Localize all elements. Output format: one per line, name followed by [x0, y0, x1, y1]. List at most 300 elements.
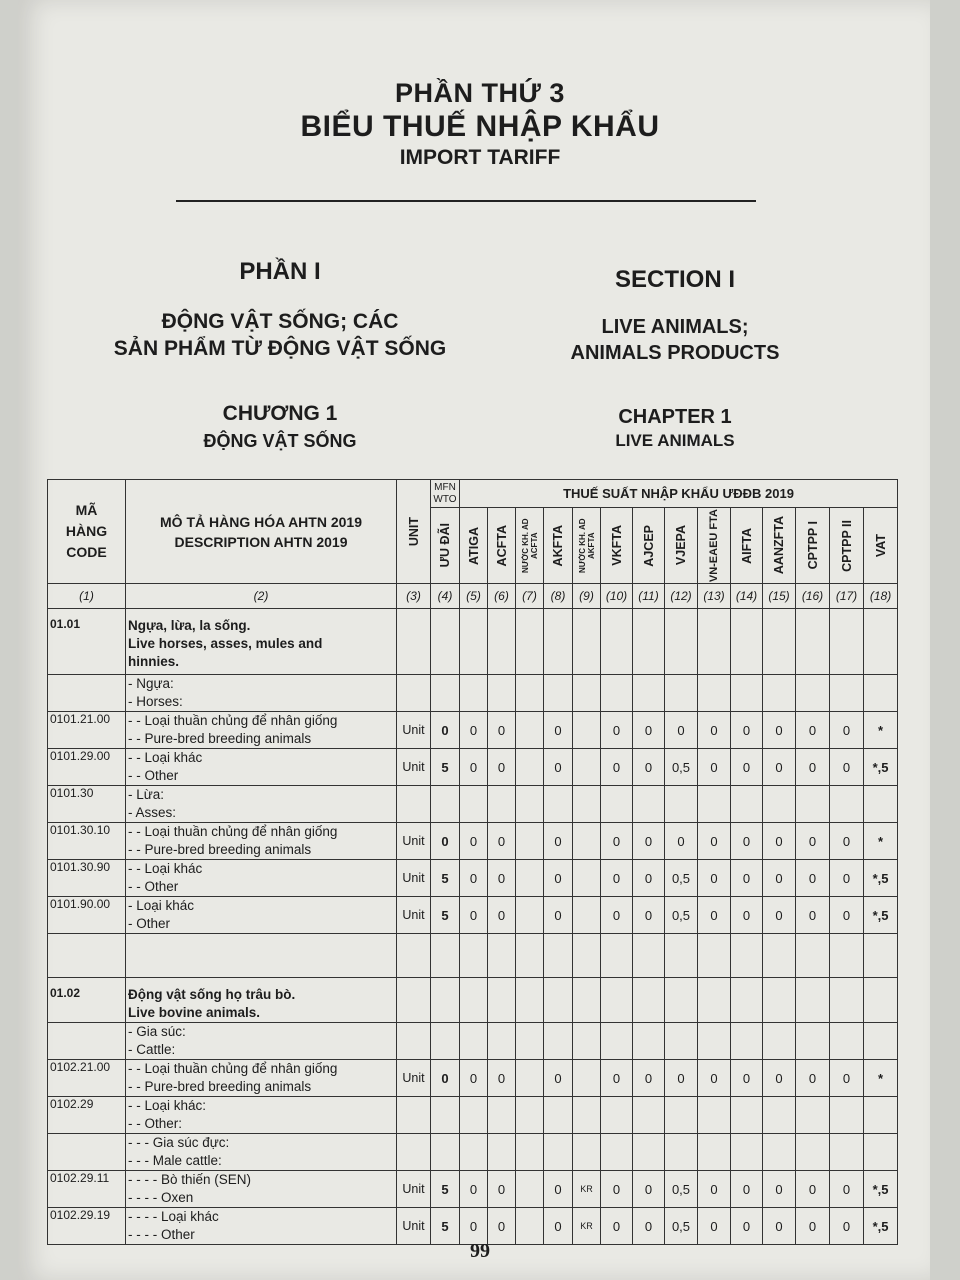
rate-cell — [698, 609, 731, 675]
col-unit-label: UNIT — [406, 516, 421, 547]
rate-col-header — [698, 508, 731, 584]
description-line: - - Loại khác — [128, 750, 203, 765]
rate-cell: 0 — [633, 897, 665, 934]
rate-cell: 0 — [698, 749, 731, 786]
hs-code: 0102.21.00 — [48, 1060, 126, 1097]
rate-cell — [796, 1097, 830, 1134]
vat-cell: * — [864, 712, 898, 749]
description-line: - Other — [128, 916, 171, 931]
rate-cell — [431, 1097, 460, 1134]
rate-cell: 0 — [460, 1208, 488, 1245]
column-index: (4) — [431, 584, 460, 609]
description-line: Ngựa, lừa, la sống. — [128, 618, 251, 633]
rate-cell: 0 — [488, 897, 516, 934]
rate-cell — [488, 786, 516, 823]
col-desc-line: DESCRIPTION AHTN 2019 — [174, 533, 348, 550]
hs-code: 0101.90.00 — [48, 897, 126, 934]
rate-cell — [488, 1134, 516, 1171]
rate-cell: 0 — [544, 860, 573, 897]
description-line: hinnies. — [128, 654, 180, 669]
rate-cell — [516, 675, 544, 712]
rate-cell: 0 — [431, 712, 460, 749]
rate-cell — [665, 1023, 698, 1060]
rate-cell — [731, 1023, 763, 1060]
rate-cell — [731, 786, 763, 823]
rate-cell — [601, 786, 633, 823]
rate-col-label: AANZFTA — [772, 516, 786, 575]
rate-cell: 0 — [544, 897, 573, 934]
rate-col-label: VKFTA — [609, 525, 624, 566]
rate-col-label: AJCEP — [641, 524, 656, 567]
column-index: (6) — [488, 584, 516, 609]
rate-cell: 0 — [830, 823, 864, 860]
rate-cell — [573, 675, 601, 712]
rate-cell — [460, 1023, 488, 1060]
rate-cell — [633, 1097, 665, 1134]
rate-col-header — [431, 508, 460, 584]
rate-cell — [830, 1134, 864, 1171]
table-row — [48, 749, 898, 786]
description-line: - - Loại khác — [128, 861, 203, 876]
rate-cell: 0 — [731, 1060, 763, 1097]
chapter-label-en: CHAPTER 1 — [618, 406, 732, 428]
description-line: - - - - Other — [128, 1227, 195, 1242]
rate-cell — [796, 978, 830, 1023]
rate-col-label: CPTPP I — [805, 521, 820, 570]
rate-cell: 0 — [633, 749, 665, 786]
vat-cell — [864, 786, 898, 823]
table-row — [48, 786, 898, 823]
rate-col-header — [516, 508, 544, 584]
description-line: - Loại khác — [128, 898, 195, 913]
rate-cell — [516, 712, 544, 749]
rate-cell — [665, 934, 698, 978]
rate-cell: 0 — [731, 897, 763, 934]
hs-code: 0101.30.10 — [48, 823, 126, 860]
hs-code — [48, 934, 126, 978]
vat-cell: *,5 — [864, 1171, 898, 1208]
goods-description — [126, 609, 397, 675]
rate-cell — [763, 786, 796, 823]
rate-col-header — [830, 508, 864, 584]
rate-cell: 0 — [830, 860, 864, 897]
rate-cell — [665, 786, 698, 823]
vat-cell — [864, 1134, 898, 1171]
rate-cell — [731, 934, 763, 978]
rate-cell — [460, 1134, 488, 1171]
rate-cell — [460, 675, 488, 712]
rate-cell — [601, 978, 633, 1023]
rate-cell — [544, 978, 573, 1023]
description-line: - - Other — [128, 768, 179, 783]
rate-cell: 0 — [488, 712, 516, 749]
rate-cell — [601, 934, 633, 978]
vat-cell — [864, 609, 898, 675]
rate-cell — [573, 749, 601, 786]
rate-cell — [763, 934, 796, 978]
rate-cell: KR — [573, 1171, 601, 1208]
col-desc-header — [126, 480, 397, 584]
rate-cell: 0,5 — [665, 1208, 698, 1245]
rate-cell: 0 — [796, 1060, 830, 1097]
description-line: - - - Gia súc đực: — [128, 1135, 230, 1150]
rate-cell: 0 — [698, 897, 731, 934]
rate-cell — [731, 609, 763, 675]
description-line: Động vật sống họ trâu bò. — [128, 987, 296, 1002]
description-line: - Horses: — [128, 694, 183, 709]
hs-code — [48, 1134, 126, 1171]
rate-cell: 0 — [544, 1208, 573, 1245]
rate-cell — [573, 934, 601, 978]
column-index: (1) — [48, 584, 126, 609]
rate-cell — [516, 860, 544, 897]
description-line: - Gia súc: — [128, 1024, 186, 1039]
rate-cell: 0 — [601, 712, 633, 749]
goods-description — [126, 675, 397, 712]
rate-cell — [460, 934, 488, 978]
section-title-vn-line: SẢN PHẨM TỪ ĐỘNG VẬT SỐNG — [113, 337, 447, 360]
unit-cell — [397, 978, 431, 1023]
rate-cell: 0 — [830, 1208, 864, 1245]
rate-cell — [633, 675, 665, 712]
table-row — [48, 860, 898, 897]
rate-cell — [698, 786, 731, 823]
rate-cell — [796, 1134, 830, 1171]
goods-description — [126, 749, 397, 786]
column-index: (12) — [665, 584, 698, 609]
rate-col-label: NƯỚC KH. AD ACFTA — [520, 518, 539, 573]
rate-cell: 0 — [431, 1060, 460, 1097]
rate-cell: 0 — [460, 897, 488, 934]
rate-cell — [544, 1134, 573, 1171]
goods-description — [126, 1134, 397, 1171]
description-line: - - Loại khác: — [128, 1098, 207, 1113]
vat-cell: * — [864, 823, 898, 860]
rate-cell — [516, 1208, 544, 1245]
goods-description — [126, 823, 397, 860]
rate-cell: 0 — [460, 860, 488, 897]
rate-col-header — [864, 508, 898, 584]
rate-cell — [431, 1134, 460, 1171]
rate-cell — [544, 609, 573, 675]
rate-cell — [431, 786, 460, 823]
col-code-line: MÃ — [75, 502, 98, 518]
rate-cell — [516, 823, 544, 860]
rate-cell: 0 — [544, 823, 573, 860]
rate-cell: 0 — [796, 1171, 830, 1208]
rate-cell: 0 — [763, 860, 796, 897]
rate-cell: 0 — [460, 749, 488, 786]
rate-cell: 0 — [460, 1060, 488, 1097]
rate-cell — [601, 1097, 633, 1134]
rate-cell: 0 — [488, 1060, 516, 1097]
rate-cell — [763, 609, 796, 675]
rate-cell: 0 — [601, 1060, 633, 1097]
rate-cell: 0 — [544, 1060, 573, 1097]
rate-cell: 0 — [731, 860, 763, 897]
unit-cell — [397, 934, 431, 978]
rate-col-header — [763, 508, 796, 584]
rate-cell: 0 — [698, 1171, 731, 1208]
rate-cell: 0 — [665, 823, 698, 860]
rate-cell: 0 — [698, 1208, 731, 1245]
rate-cell: 0 — [731, 1171, 763, 1208]
vat-cell — [864, 934, 898, 978]
vat-cell: * — [864, 1060, 898, 1097]
rate-col-label: VJEPA — [674, 525, 688, 566]
hs-code: 0101.29.00 — [48, 749, 126, 786]
rate-cell — [516, 1060, 544, 1097]
rate-cell — [544, 934, 573, 978]
rate-cell: 0 — [633, 860, 665, 897]
description-line: - - Pure-bred breeding animals — [128, 842, 312, 857]
rate-cell: 0,5 — [665, 897, 698, 934]
rate-cell: 0 — [601, 897, 633, 934]
vat-cell: *,5 — [864, 860, 898, 897]
rate-cell: 0 — [460, 1171, 488, 1208]
table-row — [48, 978, 898, 1023]
rate-cell — [573, 1060, 601, 1097]
goods-description — [126, 1097, 397, 1134]
vat-cell: *,5 — [864, 749, 898, 786]
rate-cell — [633, 1023, 665, 1060]
goods-description — [126, 1171, 397, 1208]
rate-cell: 0 — [431, 823, 460, 860]
rate-cell: 0 — [633, 1208, 665, 1245]
rate-cell — [796, 675, 830, 712]
description-line: Live horses, asses, mules and — [128, 636, 323, 651]
rate-cell — [763, 675, 796, 712]
rate-cell: 0 — [601, 1171, 633, 1208]
rate-col-label: NƯỚC KH. AD AKFTA — [577, 518, 596, 573]
column-index: (7) — [516, 584, 544, 609]
rate-cell: 0 — [633, 712, 665, 749]
chapter-title-vn: ĐỘNG VẬT SỐNG — [203, 431, 357, 451]
hs-code: 0101.21.00 — [48, 712, 126, 749]
rate-cell — [431, 934, 460, 978]
rate-cell — [460, 609, 488, 675]
col-code-line: HÀNG — [65, 523, 108, 539]
rate-cell — [665, 1134, 698, 1171]
section-label-vn: PHẦN I — [239, 258, 321, 285]
vat-cell: *,5 — [864, 1208, 898, 1245]
hs-code: 01.01 — [48, 609, 126, 675]
rate-cell — [488, 675, 516, 712]
rate-cell: 0 — [601, 749, 633, 786]
description-line: - - - - Loại khác — [128, 1209, 219, 1224]
rate-col-label: ATIGA — [466, 526, 481, 565]
section-label-en: SECTION I — [614, 266, 735, 293]
goods-description — [126, 934, 397, 978]
table-row — [48, 609, 898, 675]
goods-description — [126, 1023, 397, 1060]
rate-cell — [573, 897, 601, 934]
rate-cell — [830, 675, 864, 712]
goods-description — [126, 1060, 397, 1097]
rate-cell — [665, 675, 698, 712]
rate-cell — [573, 1023, 601, 1060]
rate-cell — [698, 978, 731, 1023]
rate-cell — [763, 1097, 796, 1134]
rate-cell: 0 — [544, 1171, 573, 1208]
rate-cell: 0 — [830, 1060, 864, 1097]
rate-cell — [460, 786, 488, 823]
table-row — [48, 1023, 898, 1060]
column-index: (13) — [698, 584, 731, 609]
rate-cell: 0 — [763, 749, 796, 786]
rate-cell — [488, 1023, 516, 1060]
section-title-en-line: ANIMALS PRODUCTS — [570, 342, 780, 364]
rate-col-label: VN-EAEU FTA — [708, 508, 720, 583]
rate-cell: 0 — [830, 1171, 864, 1208]
part-label: PHẦN THỨ 3 — [395, 78, 565, 108]
column-index: (16) — [796, 584, 830, 609]
rate-cell: 0 — [830, 749, 864, 786]
unit-cell — [397, 786, 431, 823]
rate-col-header — [796, 508, 830, 584]
unit-cell — [397, 675, 431, 712]
column-index: (3) — [397, 584, 431, 609]
hs-code: 0102.29 — [48, 1097, 126, 1134]
rate-cell: 0 — [763, 1208, 796, 1245]
rate-col-header — [731, 508, 763, 584]
section-title-en — [520, 314, 830, 366]
rate-cell: 0 — [665, 712, 698, 749]
section-title-vn-line: ĐỘNG VẬT SỐNG; CÁC — [161, 310, 399, 333]
description-line: - Ngựa: — [128, 676, 174, 691]
group-header: THUẾ SUẤT NHẬP KHẨU ƯĐĐB 2019 — [460, 480, 898, 508]
rate-cell: 5 — [431, 749, 460, 786]
table-row — [48, 934, 898, 978]
rate-col-header — [633, 508, 665, 584]
rate-cell — [796, 1023, 830, 1060]
rate-col-label: VAT — [873, 533, 888, 558]
column-index: (2) — [126, 584, 397, 609]
description-line: - - Loại thuần chủng để nhân giống — [128, 1061, 338, 1076]
rate-cell — [830, 1097, 864, 1134]
goods-description — [126, 860, 397, 897]
part-title-vn: BIỂU THUẾ NHẬP KHẨU — [300, 110, 660, 143]
rate-cell — [763, 978, 796, 1023]
rate-cell: 0 — [796, 749, 830, 786]
rate-cell: 0 — [796, 823, 830, 860]
tariff-table — [47, 479, 898, 1245]
rate-cell — [516, 1097, 544, 1134]
rate-cell: 0 — [460, 712, 488, 749]
rate-cell: 0 — [460, 823, 488, 860]
vat-cell — [864, 1097, 898, 1134]
chapter-title-en: LIVE ANIMALS — [615, 431, 735, 450]
description-line: - - Loại thuần chủng để nhân giống — [128, 824, 338, 839]
rate-cell — [573, 609, 601, 675]
rate-cell — [516, 1023, 544, 1060]
rate-cell — [516, 978, 544, 1023]
rate-cell — [488, 1097, 516, 1134]
rate-cell — [731, 1134, 763, 1171]
rate-cell — [633, 978, 665, 1023]
rate-cell: 0 — [796, 860, 830, 897]
part-title-en: IMPORT TARIFF — [399, 146, 561, 169]
rate-cell — [698, 1134, 731, 1171]
rate-cell: 0 — [488, 1208, 516, 1245]
rate-col-label: CPTPP II — [839, 519, 854, 572]
hs-code: 01.02 — [48, 978, 126, 1023]
goods-description — [126, 897, 397, 934]
rate-cell — [431, 675, 460, 712]
unit-cell — [397, 1023, 431, 1060]
rate-col-header — [573, 508, 601, 584]
rate-cell — [601, 1023, 633, 1060]
hs-code: 0101.30 — [48, 786, 126, 823]
rate-cell: 0 — [763, 823, 796, 860]
rate-cell: 0,5 — [665, 860, 698, 897]
rate-cell: 0 — [763, 897, 796, 934]
rate-col-header — [665, 508, 698, 584]
description-line: - - - - Bò thiến (SEN) — [128, 1172, 252, 1187]
unit-cell — [397, 1134, 431, 1171]
rate-cell — [431, 1023, 460, 1060]
description-line: - - Loại thuần chủng để nhân giống — [128, 713, 338, 728]
mfn-header: MFN WTO — [431, 480, 460, 508]
rate-cell: 0 — [488, 749, 516, 786]
rate-cell — [830, 609, 864, 675]
rate-cell — [731, 1097, 763, 1134]
description-line: - - Pure-bred breeding animals — [128, 1079, 312, 1094]
rate-cell — [544, 1097, 573, 1134]
rate-cell: 0 — [601, 1208, 633, 1245]
rate-cell: 0,5 — [665, 1171, 698, 1208]
col-unit-header — [397, 480, 431, 584]
description-line: - - Other: — [128, 1116, 183, 1131]
table-row — [48, 1060, 898, 1097]
rate-col-label: ƯU ĐÃI — [438, 523, 452, 568]
description-line: - - - - Oxen — [128, 1190, 194, 1205]
unit-cell: Unit — [397, 860, 431, 897]
rate-cell — [665, 609, 698, 675]
rate-cell — [573, 860, 601, 897]
table-row — [48, 1171, 898, 1208]
column-index: (8) — [544, 584, 573, 609]
column-index: (17) — [830, 584, 864, 609]
rate-cell — [830, 978, 864, 1023]
rate-cell — [573, 1134, 601, 1171]
rate-cell — [516, 934, 544, 978]
vat-cell: *,5 — [864, 897, 898, 934]
rate-cell: 0 — [698, 712, 731, 749]
rate-cell — [633, 934, 665, 978]
unit-cell — [397, 609, 431, 675]
hs-code — [48, 1023, 126, 1060]
rate-col-header — [544, 508, 573, 584]
rate-cell — [516, 1134, 544, 1171]
rate-cell: 0 — [544, 749, 573, 786]
section-title-vn — [70, 308, 490, 362]
vat-cell — [864, 675, 898, 712]
section-title-en-line: LIVE ANIMALS; — [601, 316, 749, 338]
rate-cell: 0 — [488, 823, 516, 860]
rate-cell — [516, 609, 544, 675]
unit-cell: Unit — [397, 712, 431, 749]
column-index: (15) — [763, 584, 796, 609]
hs-code: 0102.29.19 — [48, 1208, 126, 1245]
unit-cell: Unit — [397, 1171, 431, 1208]
unit-cell: Unit — [397, 823, 431, 860]
goods-description — [126, 712, 397, 749]
column-index: (10) — [601, 584, 633, 609]
rate-cell: 0 — [633, 823, 665, 860]
rate-cell — [763, 1134, 796, 1171]
rate-cell: 0 — [544, 712, 573, 749]
